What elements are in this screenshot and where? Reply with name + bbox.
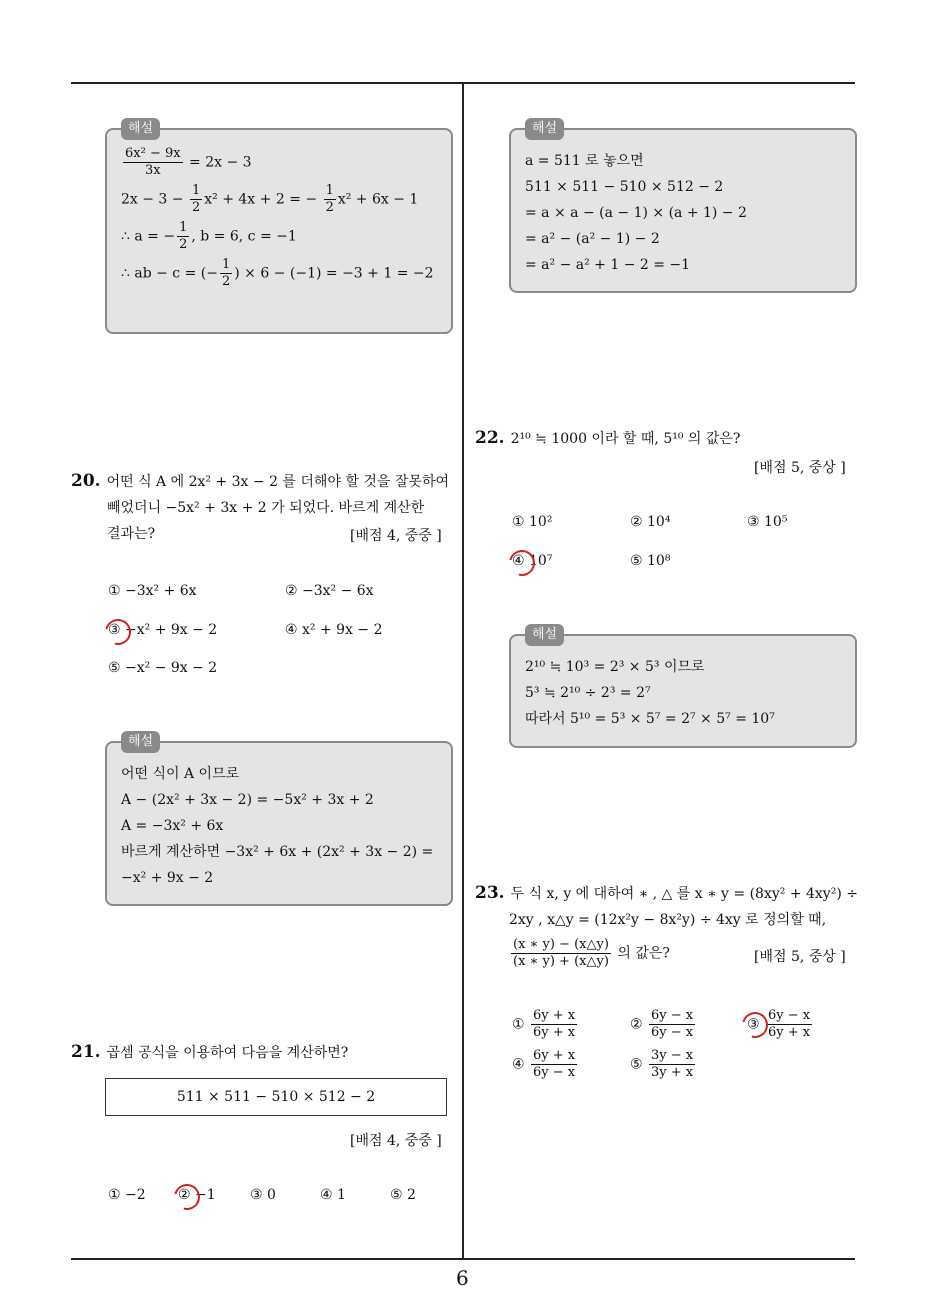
option-23-5[interactable]: ⑤ $\frac{3y - x}{3y + x}$ [630, 1048, 694, 1080]
option-22-5[interactable]: ⑤ 10⁸ [630, 553, 671, 569]
page-number: 6 [456, 1266, 469, 1290]
solution-tag: 해설 [525, 118, 564, 140]
option-23-1[interactable]: ① $\frac{6y + x}{6y + x}$ [512, 1008, 576, 1040]
score-20: [배점 4, 중중 ] [350, 528, 442, 544]
option-20-2[interactable]: ② −3x² − 6x [285, 583, 374, 599]
solution-box-20: 해설 어떤 식이 A 이므로 A − (2x² + 3x − 2) = −5x² + 3x + 2 A = −3x² + 6x 바르게 계산하면 −3x² + 6x + (2x² + 3x − 2) = −x² + 9x − 2 [105, 741, 453, 906]
solution-box-19: 해설 $\frac{\text{6x² − 9x}}{3x}$ = 2x − 3 2x − 3 − $\frac{1}{2}$ x² + 4x + 2 = − $\frac{1}{2}$ x² + 6x − 1 ∴ a = − $\frac{1}{2}$ , b = 6, c = −1 ∴ ab − c = (− $\frac{1}{2}$ ) × 6 − (−1) = −3 + 1 = −2 [105, 128, 453, 334]
answer-mark [100, 614, 136, 650]
question-20: 20. 어떤 식 A 에 2x² + 3x − 2 를 더해야 할 것을 잘못하여 빼었더니 −5x² + 3x + 2 가 되었다. 바르게 계산한 결과는? [71, 471, 449, 542]
score-23: [배점 5, 중상 ] [754, 949, 846, 965]
solution-tag: 해설 [121, 118, 160, 140]
solution-tag: 해설 [121, 731, 160, 753]
option-20-1[interactable]: ① −3x² + 6x [108, 583, 197, 599]
solution-tag: 해설 [525, 624, 564, 646]
bottom-rule [71, 1258, 855, 1260]
expression-box: 511 × 511 − 510 × 512 − 2 [105, 1078, 447, 1116]
fraction: $\frac{\text{6x² − 9x}}{3x}$ [125, 146, 181, 178]
option-20-3[interactable]: ③ −x² + 9x − 2 [108, 622, 218, 638]
option-23-2[interactable]: ② $\frac{6y - x}{6y - x}$ [630, 1008, 694, 1040]
option-23-3[interactable]: ③ $\frac{6y - x}{6y + x}$ [747, 1008, 811, 1040]
option-21-4[interactable]: ④ 1 [320, 1187, 346, 1203]
fraction: $\frac{(x ∗ y) - (x\triangle y)}{(x ∗ y) + (x\triangle y)}$ [513, 937, 609, 969]
option-22-1[interactable]: ① 10² [512, 514, 553, 530]
option-22-2[interactable]: ② 10⁴ [630, 514, 671, 530]
column-divider [462, 84, 464, 1259]
score-22: [배점 5, 중상 ] [754, 460, 846, 476]
option-23-4[interactable]: ④ $\frac{6y + x}{6y - x}$ [512, 1048, 576, 1080]
option-21-3[interactable]: ③ 0 [250, 1187, 276, 1203]
option-20-4[interactable]: ④ x² + 9x − 2 [285, 622, 383, 638]
answer-mark [504, 545, 540, 581]
question-23: 23. 두 식 x, y 에 대하여 ∗ , △ 를 x ∗ y = (8xy² + 4xy²) ÷ 2xy , x△y = (12x²y − 8x²y) ÷ 4xy 로 정의할 때, $\frac{(x ∗ y) - (x\triangle y)}{(x ∗ y) + (x\triangle y)}$ 의 값은? [475, 883, 858, 969]
answer-mark [169, 1179, 205, 1215]
solution-box-21: 해설 a = 511 로 놓으면 511 × 511 − 510 × 512 − 2 = a × a − (a − 1) × (a + 1) − 2 = a² − (a² − 1) − 2 = a² − a² + 1 − 2 = −1 [509, 128, 857, 293]
solution-box-22: 해설 2¹⁰ ≒ 10³ = 2³ × 5³ 이므로 5³ ≒ 2¹⁰ ÷ 2³ = 2⁷ 따라서 5¹⁰ = 5³ × 5⁷ = 2⁷ × 5⁷ = 10⁷ [509, 634, 857, 748]
score-21: [배점 4, 중중 ] [350, 1133, 442, 1149]
option-22-4[interactable]: ④ 10⁷ [512, 553, 553, 569]
option-21-2[interactable]: ② −1 [178, 1187, 216, 1203]
option-21-1[interactable]: ① −2 [108, 1187, 146, 1203]
question-21: 21. 곱셈 공식을 이용하여 다음을 계산하면? [71, 1042, 349, 1062]
option-21-5[interactable]: ⑤ 2 [390, 1187, 416, 1203]
option-20-5[interactable]: ⑤ −x² − 9x − 2 [108, 660, 218, 676]
option-22-3[interactable]: ③ 10⁵ [747, 514, 788, 530]
question-22: 22. 2¹⁰ ≒ 1000 이라 할 때, 5¹⁰ 의 값은? [475, 428, 741, 448]
